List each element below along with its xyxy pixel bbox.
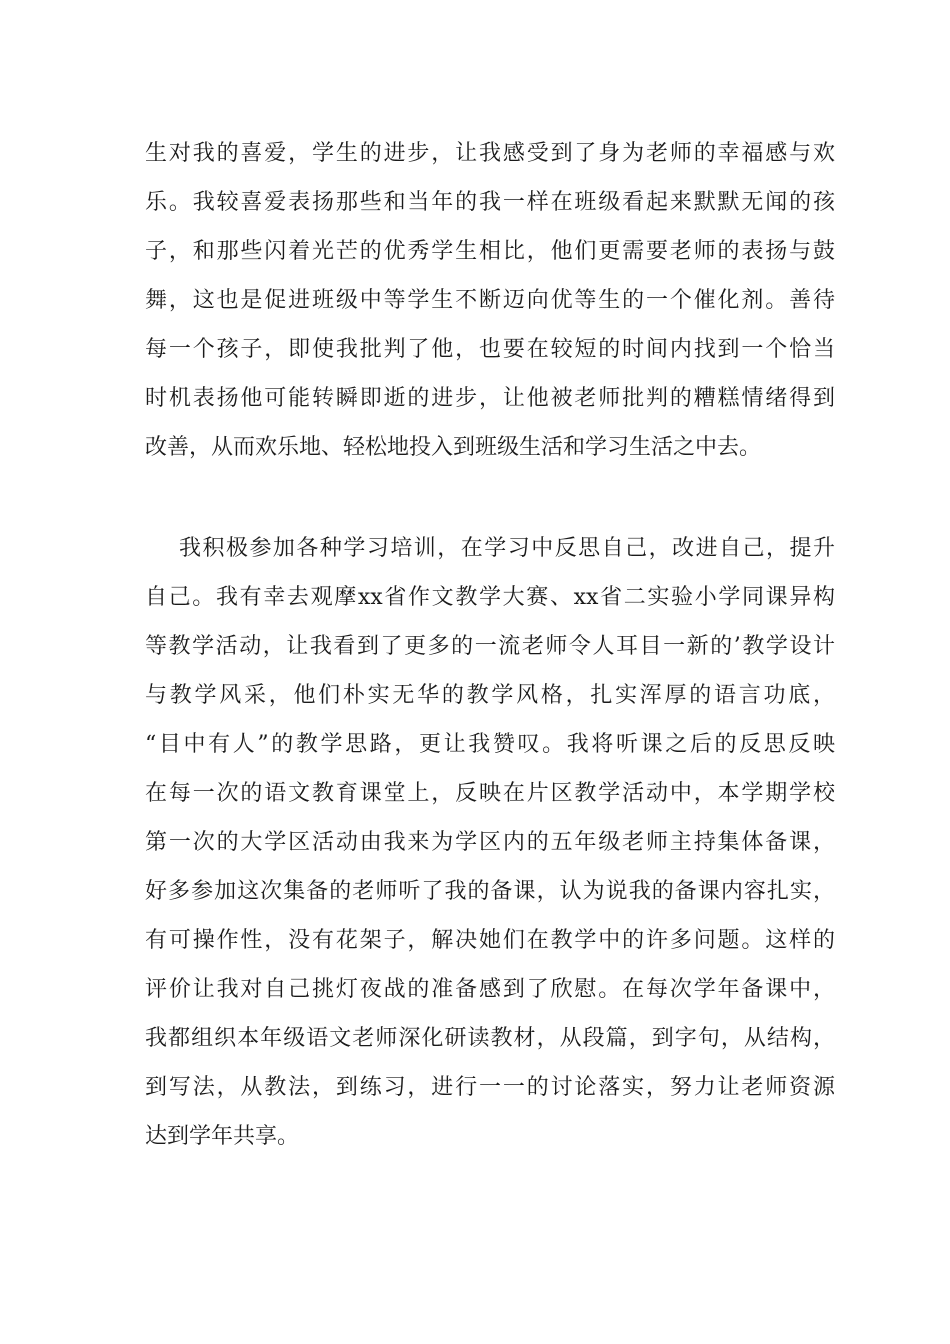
paragraph-line: 到写法，从教法，到练习，进行一一的讨论落实，努力让老师资源	[145, 1075, 835, 1100]
paragraph-line: 子，和那些闪着光芒的优秀学生相比，他们更需要老师的表扬与鼓	[145, 239, 835, 264]
paragraph-line: 第一次的大学区活动由我来为学区内的五年级老师主持集体备课，	[145, 830, 835, 855]
paragraph-line: 等教学活动，让我看到了更多的一流老师令人耳目一新的’教学设计	[145, 634, 835, 659]
paragraph-line: 有可操作性，没有花架子，解决她们在教学中的许多问题。这样的	[145, 928, 835, 953]
paragraph-line: 时机表扬他可能转瞬即逝的进步，让他被老师批判的糟糕情绪得到	[145, 386, 835, 411]
paragraph-2	[145, 524, 835, 1161]
paragraph-1	[145, 129, 835, 472]
paragraph-line: 与教学风采，他们朴实无华的教学风格，扎实浑厚的语言功底，	[145, 683, 835, 708]
paragraph-line: 评价让我对自己挑灯夜战的准备感到了欣慰。在每次学年备课中，	[145, 977, 835, 1002]
paragraph-line: 生对我的喜爱，学生的进步，让我感受到了身为老师的幸福感与欢	[145, 141, 835, 166]
paragraph-line: 达到学年共享。	[145, 1124, 300, 1149]
paragraph-line: 我积极参加各种学习培训，在学习中反思自己，改进自己，提升	[179, 536, 835, 561]
paragraph-line: 舞，这也是促进班级中等学生不断迈向优等生的一个催化剂。善待	[145, 288, 835, 313]
paragraph-line: 改善，从而欢乐地、轻松地投入到班级生活和学习生活之中去。	[145, 435, 762, 460]
paragraph-line: 好多参加这次集备的老师听了我的备课，认为说我的备课内容扎实，	[145, 879, 835, 904]
paragraph-line: “目中有人”的教学思路，更让我赞叹。我将听课之后的反思反映	[145, 732, 835, 757]
paragraph-line: 每一个孩子，即使我批判了他，也要在较短的时间内找到一个恰当	[145, 337, 835, 362]
paragraph-line: 我都组织本年级语文老师深化研读教材，从段篇，到字句，从结构，	[145, 1026, 835, 1051]
paragraph-line: 在每一次的语文教育课堂上，反映在片区教学活动中，本学期学校	[145, 781, 835, 806]
paragraph-line: 自己。我有幸去观摩xx省作文教学大赛、xx省二实验小学同课异构	[145, 585, 835, 610]
paragraph-line: 乐。我较喜爱表扬那些和当年的我一样在班级看起来默默无闻的孩	[145, 190, 835, 215]
